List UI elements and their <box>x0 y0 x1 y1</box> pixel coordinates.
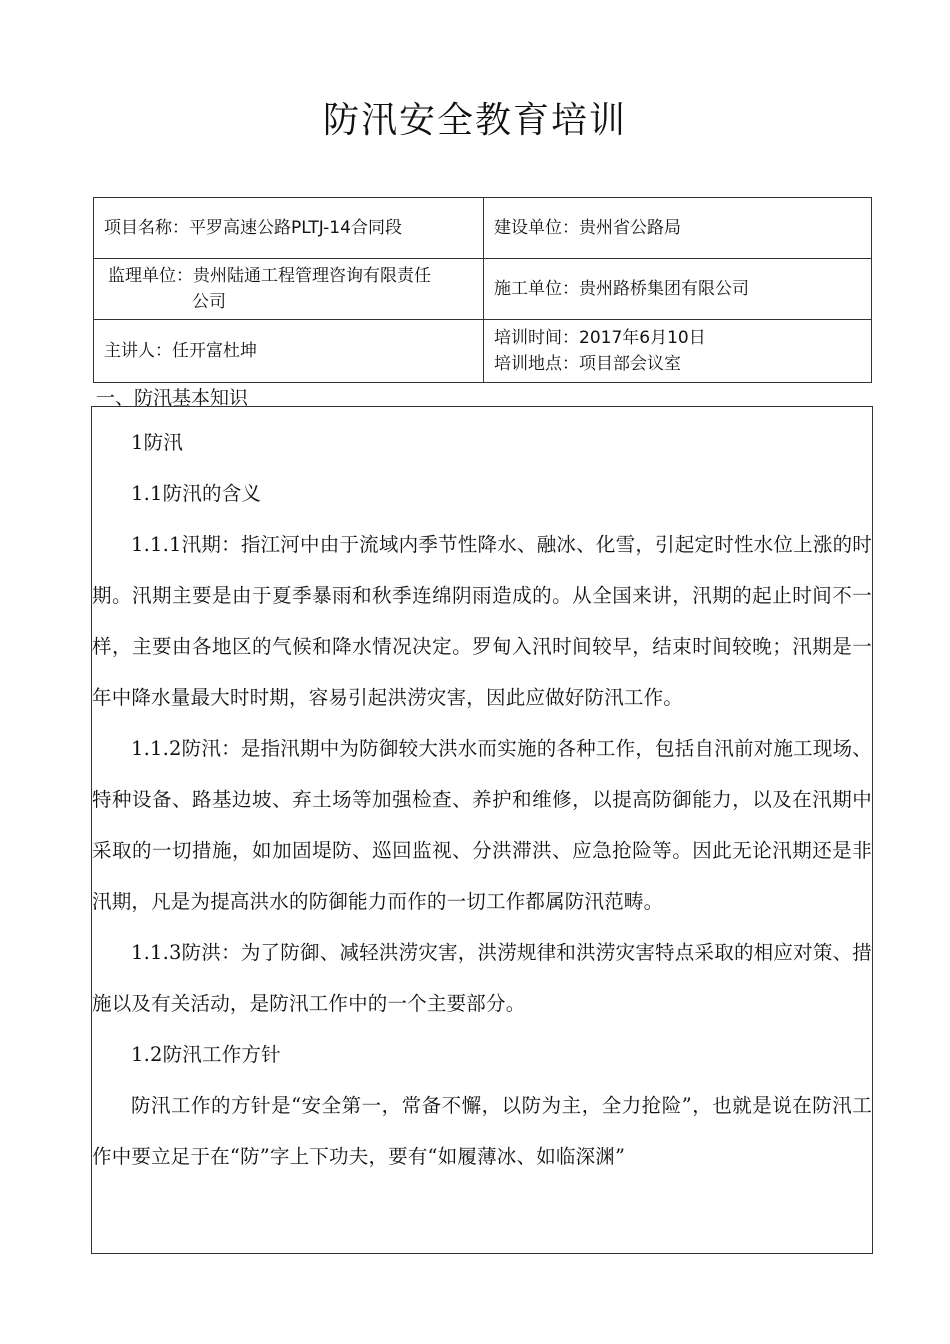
speaker-cell <box>94 320 484 383</box>
paragraph: 1.2防汛工作方针 <box>131 1043 281 1066</box>
project-name: 项目名称：平罗高速公路PLTJ-14合同段 <box>104 218 402 238</box>
paragraph: 1.1防汛的含义 <box>131 482 262 505</box>
section-heading: 一、防汛基本知识 <box>96 387 249 409</box>
paragraph: 1.1.2防汛：是指汛期中为防御较大洪水而实施的各种工作，包括自汛前对施工现场、特种设备、路基边坡、弃土场等加强检查、养护和维修，以提高防御能力，以及在汛期中采取的一切措施，如加固堤防、巡回监视、分洪滞洪、应急抢险等。因此无论汛期还是非汛期，凡是为提高洪水的防御能力而作的一切工作都属防汛范畴。 <box>92 737 872 913</box>
project-name-cell <box>94 198 484 259</box>
content-box <box>91 406 873 1254</box>
paragraph: 1防汛 <box>131 431 184 454</box>
speaker: 主讲人：任开富杜坤 <box>104 341 257 361</box>
constructor-cell <box>484 259 872 320</box>
paragraph: 防汛工作的方针是“安全第一，常备不懈，以防为主，全力抢险”，也就是说在防汛工作中要立足于在“防”字上下功夫，要有“如履薄冰、如临深渊” <box>92 1094 872 1168</box>
training-time: 培训时间：2017年6月10日 <box>494 328 706 348</box>
supervisor-cell <box>94 259 484 320</box>
builder-cell <box>484 198 872 259</box>
builder-unit: 建设单位：贵州省公路局 <box>494 218 681 238</box>
page-title: 防汛安全教育培训 <box>322 100 627 141</box>
supervisor-unit: 监理单位：贵州陆通工程管理咨询有限责任 <box>108 266 431 286</box>
training-place: 培训地点：项目部会议室 <box>494 354 681 374</box>
paragraph: 1.1.1汛期：指江河中由于流域内季节性降水、融冰、化雪，引起定时性水位上涨的时期。汛期主要是由于夏季暴雨和秋季连绵阴雨造成的。从全国来讲，汛期的起止时间不一样，主要由各地区的气候和降水情况决定。罗甸入汛时间较早，结束时间较晚；汛期是一年中降水量最大时时期，容易引起洪涝灾害，因此应做好防汛工作。 <box>92 533 872 709</box>
supervisor-unit-cont: 公司 <box>192 292 226 312</box>
constructor-unit: 施工单位：贵州路桥集团有限公司 <box>494 279 749 299</box>
training-info-table <box>93 197 872 383</box>
paragraph: 1.1.3防洪：为了防御、减轻洪涝灾害，洪涝规律和洪涝灾害特点采取的相应对策、措施以及有关活动，是防汛工作中的一个主要部分。 <box>92 941 872 1015</box>
time-place-cell <box>484 320 872 383</box>
